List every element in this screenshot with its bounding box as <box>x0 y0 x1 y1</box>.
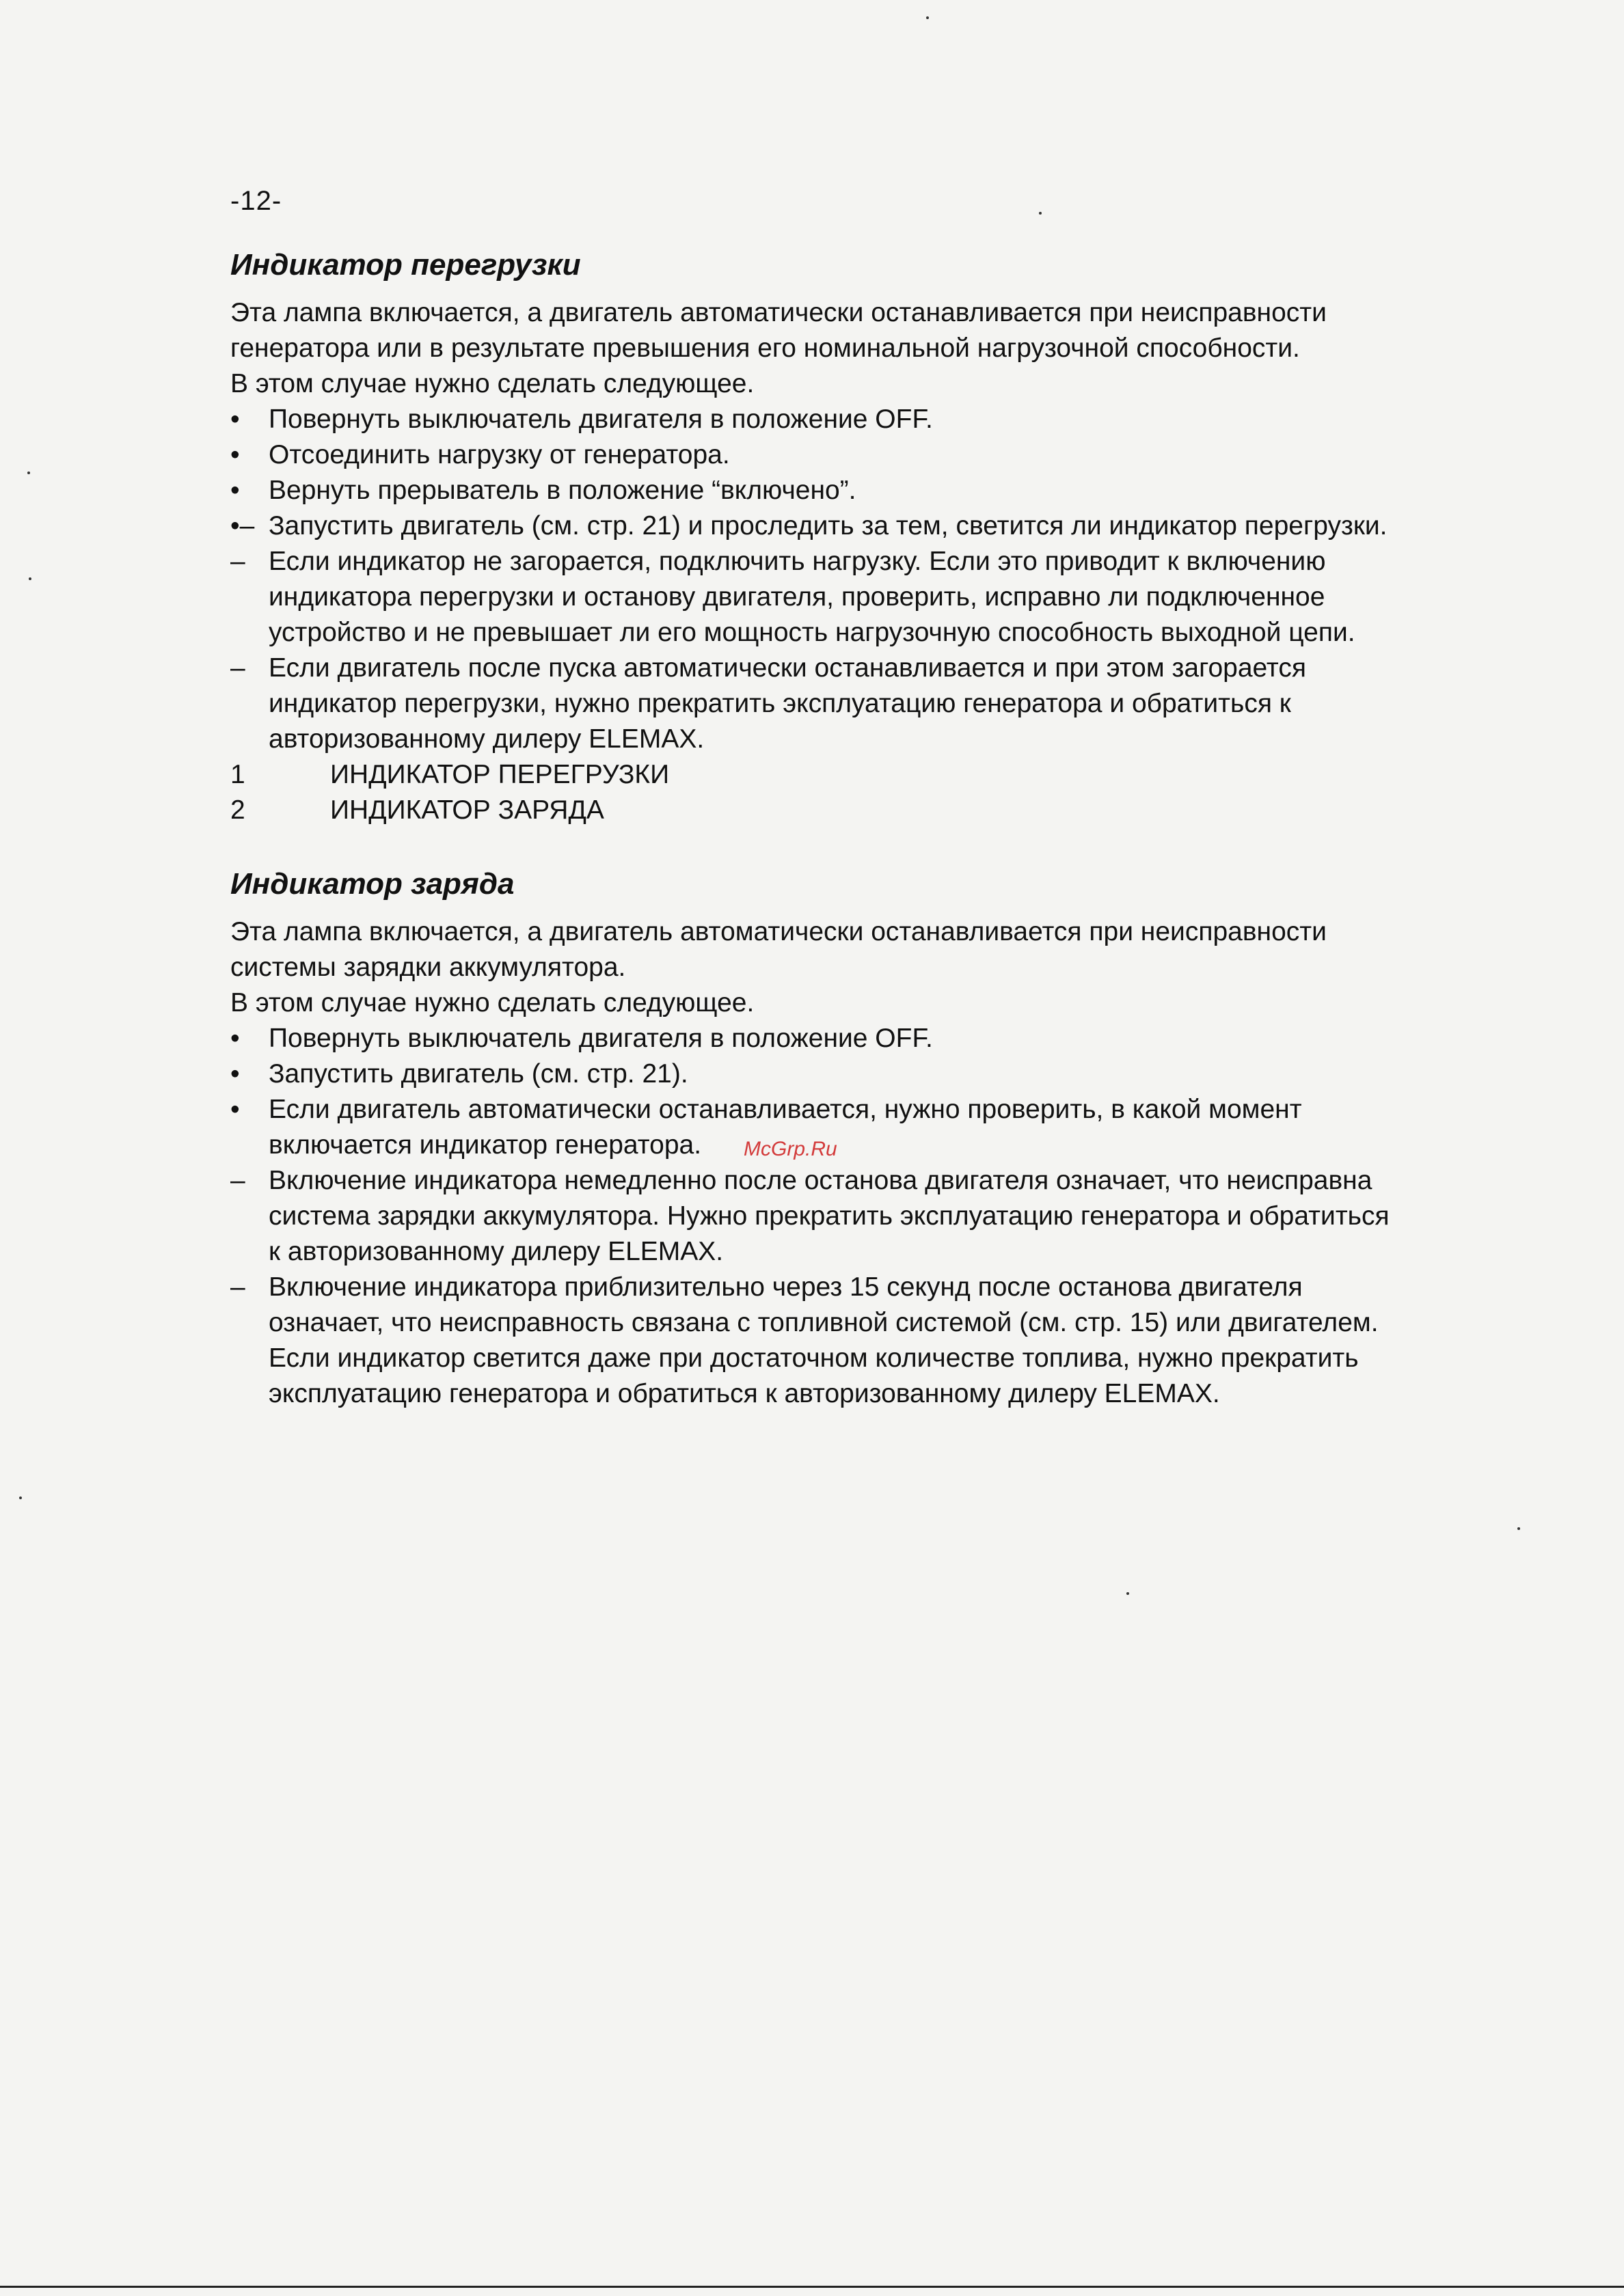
bullet-marker: • <box>230 1095 240 1124</box>
legend-label: ИНДИКАТОР ЗАРЯДА <box>330 795 604 825</box>
bottom-edge-line <box>0 2286 1624 2288</box>
overload-section <box>230 243 1392 828</box>
overload-steps <box>230 402 1392 757</box>
list-item-text: Если индикатор не загорается, подключить нагрузку. Если это приводит к включению индикатора перегрузки и останову двигателя, проверить, исправно ли подключенное устройство и не превышает ли его мощность нагрузочную способность выходной цепи. <box>269 547 1355 647</box>
scan-speck <box>19 1496 22 1499</box>
figure-legend <box>230 757 1392 828</box>
bullet-marker: • <box>230 1024 240 1053</box>
list-item <box>230 402 1392 437</box>
list-item-text: Включение индикатора немедленно после останова двигателя означает, что неисправна система зарядки аккумулятора. Нужно прекратить эксплуатацию генератора и обратиться к авторизованному дилеру ELEMAX. <box>269 1166 1390 1266</box>
scan-speck <box>1517 1527 1520 1530</box>
list-item <box>230 473 1392 508</box>
dash-marker: – <box>230 1272 245 1302</box>
overload-intro: Эта лампа включается, а двигатель автоматически останавливается при неисправности генератора или в результате превышения его номинальной нагрузочной способности. <box>230 298 1327 363</box>
charge-steps <box>230 1021 1392 1412</box>
scan-speck <box>926 16 929 19</box>
bullet-marker: • <box>230 440 240 469</box>
list-item <box>230 1270 1392 1412</box>
list-item-text: Включение индикатора приблизительно через 15 секунд после останова двигателя означает, что неисправность связана с топливной системой (см. стр. 15) или двигателем. Если индикатор светится даже при достаточном количестве топлива, нужно прекратить эксплуатацию генератора и обратиться к авторизованному дилеру ELEMAX. <box>269 1272 1379 1408</box>
site-watermark: McGrp.Ru <box>744 1138 837 1160</box>
legend-number: 1 <box>230 760 245 789</box>
list-item-text: Запустить двигатель (см. стр. 21). <box>269 1059 688 1089</box>
legend-number: 2 <box>230 795 245 825</box>
page-content <box>230 179 1392 1412</box>
charge-title: Индикатор заряда <box>230 867 515 901</box>
bullet-marker: • <box>230 405 240 434</box>
dash-marker: – <box>230 653 245 683</box>
list-item-text: Повернуть выключатель двигателя в положение OFF. <box>269 1024 933 1053</box>
page-number: -12- <box>230 186 282 216</box>
scan-speck <box>27 472 30 474</box>
list-item <box>230 651 1392 757</box>
bullet-marker: •– <box>230 511 255 541</box>
scan-speck <box>29 577 31 580</box>
legend-item <box>230 757 1392 793</box>
list-item-text: Отсоединить нагрузку от генератора. <box>269 440 730 469</box>
list-item <box>230 1021 1392 1056</box>
list-item-text: Повернуть выключатель двигателя в положение OFF. <box>269 405 933 434</box>
scan-speck <box>1126 1592 1129 1595</box>
list-item <box>230 1056 1392 1092</box>
dash-marker: – <box>230 547 245 576</box>
list-item-text: Если двигатель автоматически останавливается, нужно проверить, в какой момент включается индикатор генератора. <box>269 1095 1302 1160</box>
bullet-marker: • <box>230 476 240 505</box>
list-item <box>230 508 1392 544</box>
list-item-text: Если двигатель после пуска автоматически останавливается и при этом загорается индикатор перегрузки, нужно прекратить эксплуатацию генератора и обратиться к авторизованному дилеру ELEMAX. <box>269 653 1306 754</box>
overload-instruction: В этом случае нужно сделать следующее. <box>230 369 755 398</box>
scan-speck <box>1039 212 1042 215</box>
list-item-text: Запустить двигатель (см. стр. 21) и проследить за тем, светится ли индикатор перегрузки. <box>269 511 1388 541</box>
charge-section <box>230 862 1392 1412</box>
overload-title: Индикатор перегрузки <box>230 248 581 282</box>
charge-instruction: В этом случае нужно сделать следующее. <box>230 988 755 1017</box>
charge-intro: Эта лампа включается, а двигатель автоматически останавливается при неисправности системы зарядки аккумулятора. <box>230 917 1327 982</box>
list-item <box>230 544 1392 651</box>
legend-label: ИНДИКАТОР ПЕРЕГРУЗКИ <box>330 760 670 789</box>
list-item <box>230 437 1392 473</box>
legend-item <box>230 793 1392 828</box>
list-item-text: Вернуть прерыватель в положение “включено”. <box>269 476 856 505</box>
list-item <box>230 1163 1392 1270</box>
dash-marker: – <box>230 1166 245 1195</box>
bullet-marker: • <box>230 1059 240 1089</box>
